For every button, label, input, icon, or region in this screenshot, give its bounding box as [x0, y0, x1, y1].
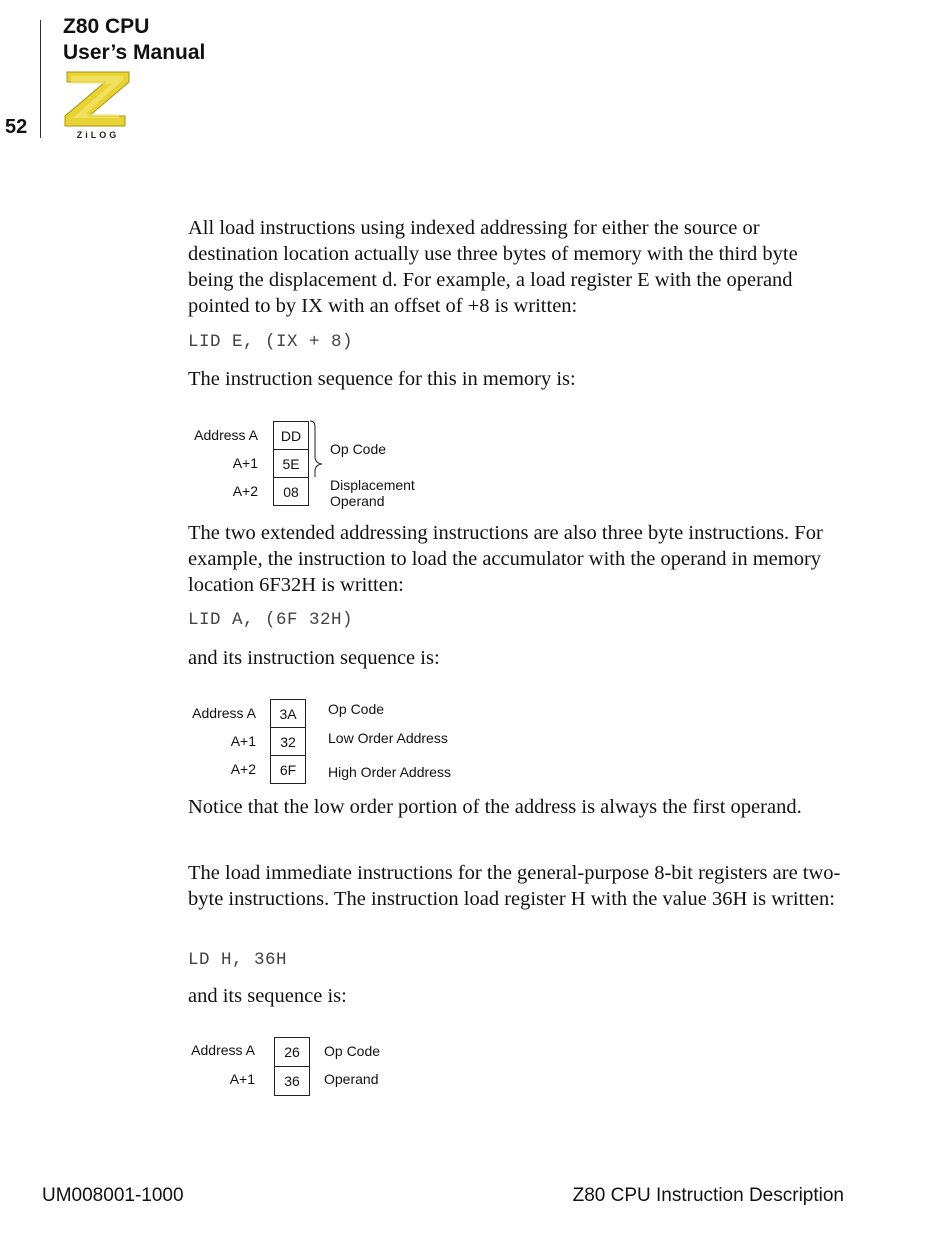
diagram-label: Low Order Address [328, 730, 448, 746]
footer-section: Z80 CPU Instruction Description [572, 1185, 844, 1206]
byte-cell: 6F [270, 755, 306, 784]
address-label: A+1 [230, 733, 256, 749]
diagram-label-group [330, 477, 415, 509]
paragraph-sequence-intro-3: and its sequence is: [188, 985, 347, 1007]
code-example-3: LD H, 36H [188, 950, 288, 970]
brace-icon [308, 419, 330, 479]
header-divider [40, 20, 41, 138]
address-label: A+2 [230, 761, 256, 777]
page-number: 52 [5, 116, 28, 138]
byte-cell: 5E [273, 449, 309, 478]
diagram-label: Operand [330, 493, 385, 509]
diagram-label: Op Code [324, 1043, 381, 1059]
address-label: Address A [194, 427, 258, 443]
header-title [63, 14, 205, 66]
svg-text:ZiLOG: ZiLOG [76, 130, 120, 140]
diagram-label: Displacement [330, 477, 415, 493]
code-example-2: LID A, (6F 32H) [188, 610, 354, 630]
byte-cell: DD [273, 421, 309, 450]
address-label: A+1 [232, 455, 258, 471]
paragraph-low-order-note: Notice that the low order portion of the address is always the first operand. [188, 796, 802, 818]
paragraph-immediate-load: The load immediate instructions for the general-purpose 8-bit registers are two-byte instructions. The instruction load register H with the value 36H is written: [188, 862, 841, 910]
paragraph-extended-addressing: The two extended addressing instructions are also three byte instructions. For example, the instruction to load the accumulator with the operand in memory location 6F32H is written: [188, 522, 823, 596]
diagram-label: Op Code [330, 441, 387, 457]
paragraph-sequence-intro-1: The instruction sequence for this in memory is: [188, 368, 576, 390]
address-label: Address A [191, 1042, 255, 1058]
byte-cell: 26 [274, 1037, 310, 1067]
address-label: A+1 [229, 1071, 255, 1087]
diagram-label: Op Code [328, 701, 385, 717]
header-title-line2: User’s Manual [63, 41, 206, 64]
paragraph-sequence-intro-2: and its instruction sequence is: [188, 647, 440, 669]
zilog-logo [63, 68, 133, 140]
byte-cell: 36 [274, 1066, 310, 1096]
diagram-label: Operand [324, 1071, 379, 1087]
address-label: A+2 [232, 483, 258, 499]
code-example-1: LID E, (IX + 8) [188, 332, 354, 352]
byte-cell: 08 [273, 477, 309, 506]
byte-cell: 3A [270, 699, 306, 728]
address-label: Address A [192, 705, 256, 721]
footer-doc-id: UM008001-1000 [42, 1185, 184, 1206]
byte-cell: 32 [270, 727, 306, 756]
diagram-label: High Order Address [328, 764, 451, 780]
header-title-line1: Z80 CPU [63, 15, 150, 38]
paragraph-indexed-load: All load instructions using indexed addressing for either the source or destination location actually use three bytes of memory with the third byte being the displacement d. For example, a load register E with the operand pointed to by IX with an offset of +8 is written: [188, 217, 798, 317]
